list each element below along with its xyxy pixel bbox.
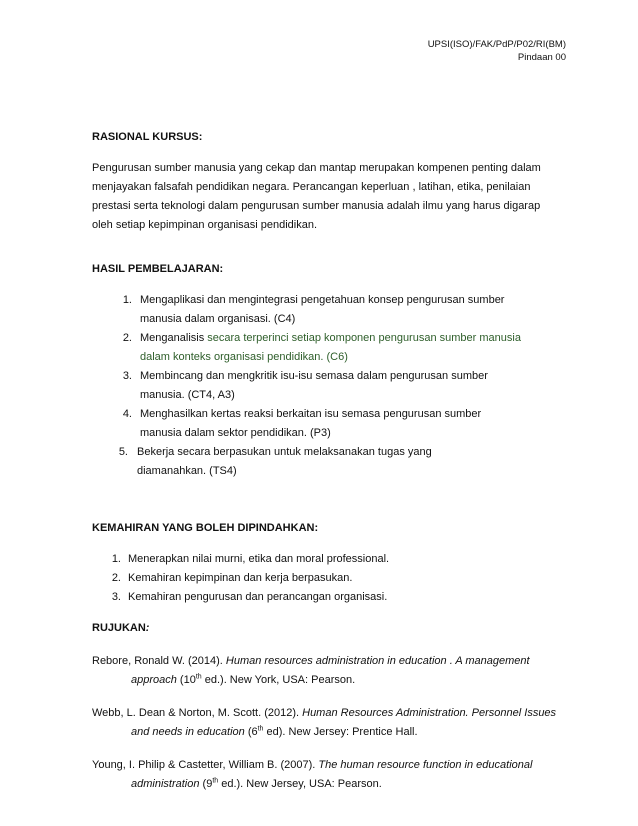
list-item: 3. Membincang dan mengkritik isu-isu semasa dalam pengurusan sumber manusia. (CT4, A3) [122,370,488,401]
document-code: UPSI(ISO)/FAK/PdP/P02/RI(BM) [427,39,566,50]
list-item: 1. Mengaplikasi dan mengintegrasi pengetahuan konsep pengurusan sumber manusia dalam organisasi. (C4) [122,294,505,325]
list-item: 1. Menerapkan nilai murni, etika dan moral professional. [111,553,390,565]
list-item: 2. Kemahiran kepimpinan dan kerja berpasukan. [111,572,353,584]
reference-item: Young, I. Philip & Castetter, William B. (2007). The human resource function in educational administration (9th ed.). New Jersey, USA: Pearson. [92,759,533,790]
document-body [92,128,562,794]
document-header [428,38,566,64]
rujukan-heading: RUJUKAN: [92,622,150,634]
revision-number: Pindaan 00 [517,52,566,63]
reference-item: Rebore, Ronald W. (2014). Human resources administration in education . A management approach (10th ed.). New York, USA: Pearson. [92,655,530,686]
list-item: 3. Kemahiran pengurusan dan perancangan organisasi. [111,591,388,603]
kemahiran-heading: KEMAHIRAN YANG BOLEH DIPINDAHKAN: [92,522,319,534]
hasil-heading: HASIL PEMBELAJARAN: [92,263,224,275]
list-item: 2. Menganalisis secara terperinci setiap komponen pengurusan sumber manusia dalam konteks organisasi pendidikan. (C6) [122,332,521,363]
kemahiran-list [92,550,562,607]
list-item: 5. Bekerja secara berpasukan untuk melaksanakan tugas yang diamanahkan. (TS4) [118,446,432,477]
rasional-body: Pengurusan sumber manusia yang cekap dan mantap merupakan kompenen penting dalam menjayakan falsafah pendidikan negara. Perancangan keperluan , latihan, etika, penilaian prestasi serta teknologi dalam pengurusan sumber manusia adalah ilmu yang harus digarap oleh setiap kepimpinan organisasi pendidikan. [92,162,541,231]
list-item: 4. Menghasilkan kertas reaksi berkaitan isu semasa pengurusan sumber manusia dalam sektor pendidikan. (P3) [122,408,482,439]
hasil-list [92,291,562,481]
reference-item: Webb, L. Dean & Norton, M. Scott. (2012). Human Resources Administration. Personnel Issues and needs in education (6th ed). New Jersey: Prentice Hall. [92,707,557,738]
rasional-heading: RASIONAL KURSUS: [92,131,203,143]
